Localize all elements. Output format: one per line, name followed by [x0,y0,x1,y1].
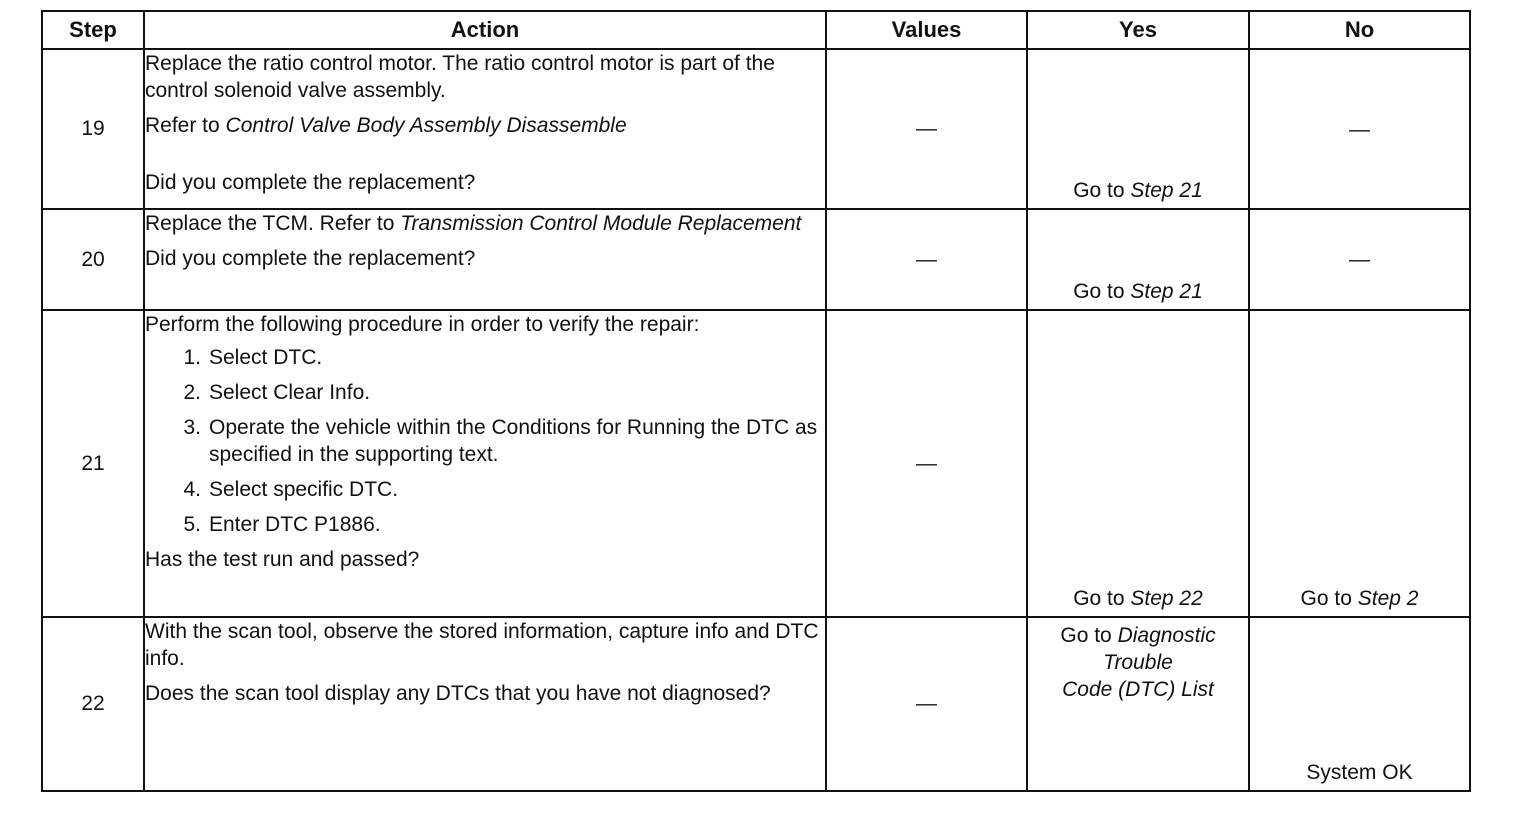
header-no: No [1249,11,1470,49]
header-action: Action [144,11,826,49]
yes-step-link[interactable]: Step 21 [1130,280,1203,303]
table-row-19 [42,49,1470,209]
yes-step-link[interactable]: Step 22 [1130,587,1203,610]
list-item: 1. Select DTC. [183,346,323,369]
header-yes: Yes [1027,11,1249,49]
system-ok-text: System OK [1306,761,1413,784]
dtc-list-link[interactable]: Code (DTC) List [1062,678,1214,701]
yes-step-link[interactable]: Step 21 [1130,179,1203,202]
header-row [42,11,1470,49]
yes-cell: Go to Step 21 [1027,209,1249,310]
action-text: With the scan tool, observe the stored information, capture info and DTC info. [145,620,819,670]
no-cell: — [1249,209,1470,310]
header-step: Step [42,11,144,49]
table-row-21 [42,310,1470,617]
yes-cell: Go to Diagnostic Trouble Code (DTC) List [1027,617,1249,791]
list-item: 5. Enter DTC P1886. [183,513,381,536]
action-cell [144,209,826,310]
action-cell [144,49,826,209]
action-text: Replace the ratio control motor. The ratio control motor is part of the control solenoid valve assembly. [145,52,775,102]
values-cell: — [826,617,1027,791]
reference-link[interactable]: Control Valve Body Assembly Disassemble [225,114,627,137]
values-cell: — [826,49,1027,209]
action-cell [144,617,826,791]
yes-cell: Go to Step 22 [1027,310,1249,617]
step-number: 20 [42,209,144,310]
header-values: Values [826,11,1027,49]
action-question: Did you complete the replacement? [145,171,476,194]
values-cell: — [826,310,1027,617]
list-item: 2. Select Clear Info. [183,381,371,404]
step-number: 19 [42,49,144,209]
yes-cell: Go to Step 21 [1027,49,1249,209]
action-question: Did you complete the replacement? [145,247,476,270]
table-row-20 [42,209,1470,310]
action-text: Perform the following procedure in order to verify the repair: [145,313,700,336]
step-number: 21 [42,310,144,617]
no-step-link[interactable]: Step 2 [1357,587,1419,610]
values-cell: — [826,209,1027,310]
step-number: 22 [42,617,144,791]
no-cell [1249,617,1470,791]
dtc-list-link[interactable]: Diagnostic [1117,624,1216,647]
action-question: Has the test run and passed? [145,548,420,571]
action-text: Replace the TCM. Refer to Transmission Control Module Replacement [145,212,802,235]
diagnostic-table [41,10,1471,792]
list-item: 4. Select specific DTC. [183,478,399,501]
action-cell [144,310,826,617]
no-cell: Go to Step 2 [1249,310,1470,617]
procedure-list [145,344,825,538]
list-item: 3. Operate the vehicle within the Conditions for Running the DTC as specified in the supporting text. [183,416,818,466]
action-reference: Refer to Control Valve Body Assembly Disassemble [145,114,627,137]
action-question: Does the scan tool display any DTCs that you have not diagnosed? [145,682,771,705]
no-cell: — [1249,49,1470,209]
reference-link[interactable]: Transmission Control Module Replacement [400,212,802,235]
table-row-22 [42,617,1470,791]
dtc-list-link[interactable]: Trouble [1103,651,1173,674]
